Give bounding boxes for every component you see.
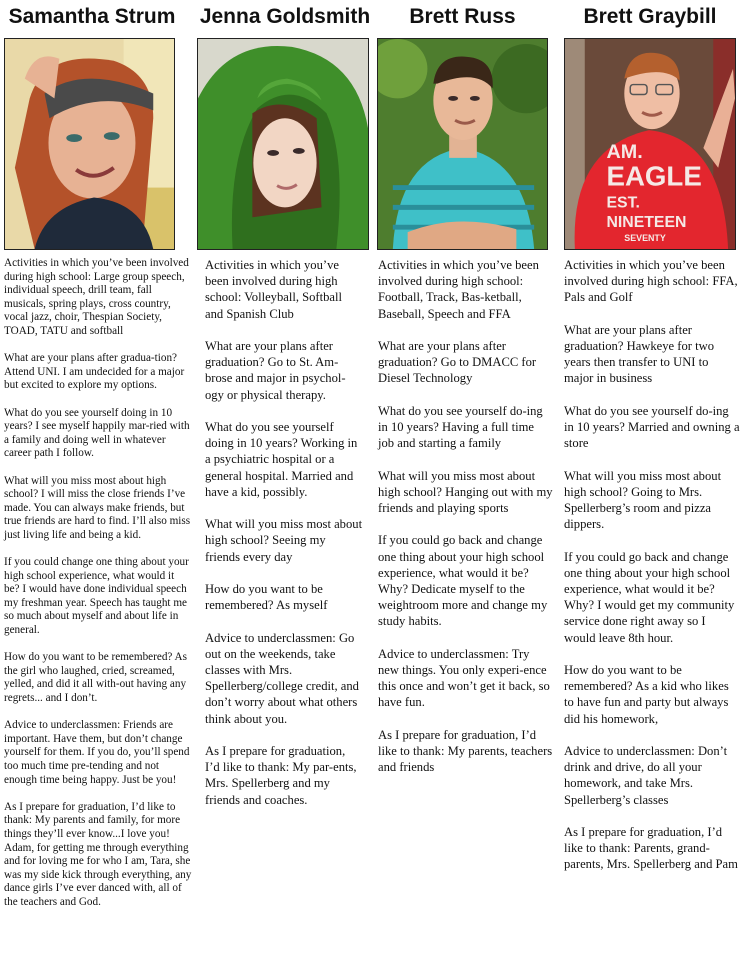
answer-ten-years: What do you see yourself do-ing in 10 years? Married and owning a store xyxy=(564,403,740,451)
student-name: Samantha Strum xyxy=(8,5,176,28)
shirt-text-line: AM. xyxy=(606,140,643,163)
student-answers xyxy=(378,257,553,792)
shirt-text-line: SEVENTY xyxy=(624,233,666,244)
answer-advice: Advice to underclassmen: Try new things. You only experi-ence this once and won’t get it back, so have fun. xyxy=(378,646,550,710)
student-answers xyxy=(564,257,740,889)
answer-change: If you could change one thing about your high school experience, what would it be? I would have done individual speech my freshman year. Speech has taught me so much about myself and about life in general. xyxy=(4,556,189,637)
shirt-text-line: EST. xyxy=(606,194,640,212)
student-photo xyxy=(377,38,548,250)
answer-change: If you could go back and change one thing about your high school experience, what would it be? Why? I would get my community service done right away so I would leave 8th hour. xyxy=(564,549,735,645)
answer-ten-years: What do you see yourself doing in 10 years? I see myself happily mar-ried with a family and doing well in whatever career path I follow. xyxy=(4,406,190,460)
answer-plans: What are your plans after graduation? Hawkeye for two years then transfer to UNI to major in business xyxy=(564,322,715,386)
shirt-text-line: NINETEEN xyxy=(606,214,687,232)
answer-plans: What are your plans after graduation? Go to DMACC for Diesel Technology xyxy=(378,339,537,386)
answer-advice: Advice to underclassmen: Go out on the weekends, take classes with Mrs. Spellerberg/college credit, and don’t worry about what others think about you. xyxy=(205,630,359,726)
answer-activities: Activities in which you’ve been involved during high school: FFA, Pals and Golf xyxy=(564,258,738,305)
answer-advice: Advice to underclassmen: Don’t drink and drive, do all your homework, and take Mrs. Spellerberg’s classes xyxy=(564,744,728,807)
answer-ten-years: What do you see yourself do-ing in 10 years? Having a full time job and starting a family xyxy=(378,403,543,451)
answer-thanks: As I prepare for graduation, I’d like to thank: My parents, teachers and friends xyxy=(378,727,553,775)
shirt-text-line: EAGLE xyxy=(606,160,702,192)
answer-plans: What are your plans after gradua-tion? Attend UNI. I am undecided for a major but excited to explore my options. xyxy=(4,352,185,392)
student-photo xyxy=(197,38,369,250)
answer-miss-most: What will you miss most about high school? Going to Mrs. Spellerberg’s room and pizza dippers. xyxy=(564,468,722,532)
answer-miss-most: What will you miss most about high school? Hanging out with my friends and playing sports xyxy=(378,468,553,515)
student-name: Brett Russ xyxy=(409,5,516,28)
answer-ten-years: What do you see yourself doing in 10 years? Working in a psychiatric hospital or a general hospital. Married and have a kid, possibly. xyxy=(205,420,358,499)
student-answers xyxy=(205,257,363,824)
student-photo xyxy=(564,38,736,250)
student-name: Brett Graybill xyxy=(583,5,717,28)
answer-activities: Activities in which you’ve been involved during high school: Large group speech, individual speech, drill team, fall musicals, spring plays, cross country, vocal jazz, choir, Thespian Society, TOAD, TATU and softball xyxy=(4,257,189,337)
answer-thanks: As I prepare for graduation, I’d like to thank: My par-ents, Mrs. Spellerberg and my friends and coaches. xyxy=(205,744,357,807)
answer-miss-most: What will you miss most about high school? I will miss the close friends I’ve made. You can always make friends, but true friends are hard to find. I’ll also miss just living life and being a kid. xyxy=(4,474,191,541)
answer-remembered: How do you want to be remembered? As a kid who likes to have fun and party but always did his homework, xyxy=(564,663,729,726)
answer-activities: Activities in which you’ve been involved during high school: Volleyball, Softball and Spanish Club xyxy=(205,258,343,321)
answer-remembered: How do you want to be remembered? As myself xyxy=(205,582,328,613)
answer-advice: Advice to underclassmen: Friends are important. Have them, but don’t change yourself for them. If you do, you’ll spend too much time pre-tending and not enough time being happy. Just be you! xyxy=(4,719,190,786)
student-photo xyxy=(4,38,175,250)
answer-activities: Activities in which you’ve been involved during high school: Football, Track, Bas-ketball, Baseball, Speech and FFA xyxy=(378,258,539,321)
answer-remembered: How do you want to be remembered? As the girl who laughed, cried, screamed, yelled, and did it all with-out having any regrets... and I don’t. xyxy=(4,651,187,704)
answer-miss-most: What will you miss most about high school? Seeing my friends every day xyxy=(205,517,363,564)
answer-thanks: As I prepare for graduation, I’d like to thank: Parents, grand-parents, Mrs. Spellerberg and Pam xyxy=(564,825,738,872)
answer-change: If you could go back and change one thing about your high school experience, what would it be? Why? Dedicate myself to the weightroom more and change my study habits. xyxy=(378,533,548,629)
answer-thanks: As I prepare for graduation, I’d like to thank: My parents and family, for more things they’ll ever know...I love you! Adam, for getting me through everything and for loving me for who I am, Tara, she was my side kick through everything, any dance girls I’ve ever danced with, all of the teachers and God. xyxy=(4,800,192,908)
student-answers xyxy=(4,257,192,923)
answer-plans: What are your plans after graduation? Go to St. Am-brose and major in psychol-ogy or physical therapy. xyxy=(205,339,346,402)
student-name: Jenna Goldsmith xyxy=(199,5,371,28)
